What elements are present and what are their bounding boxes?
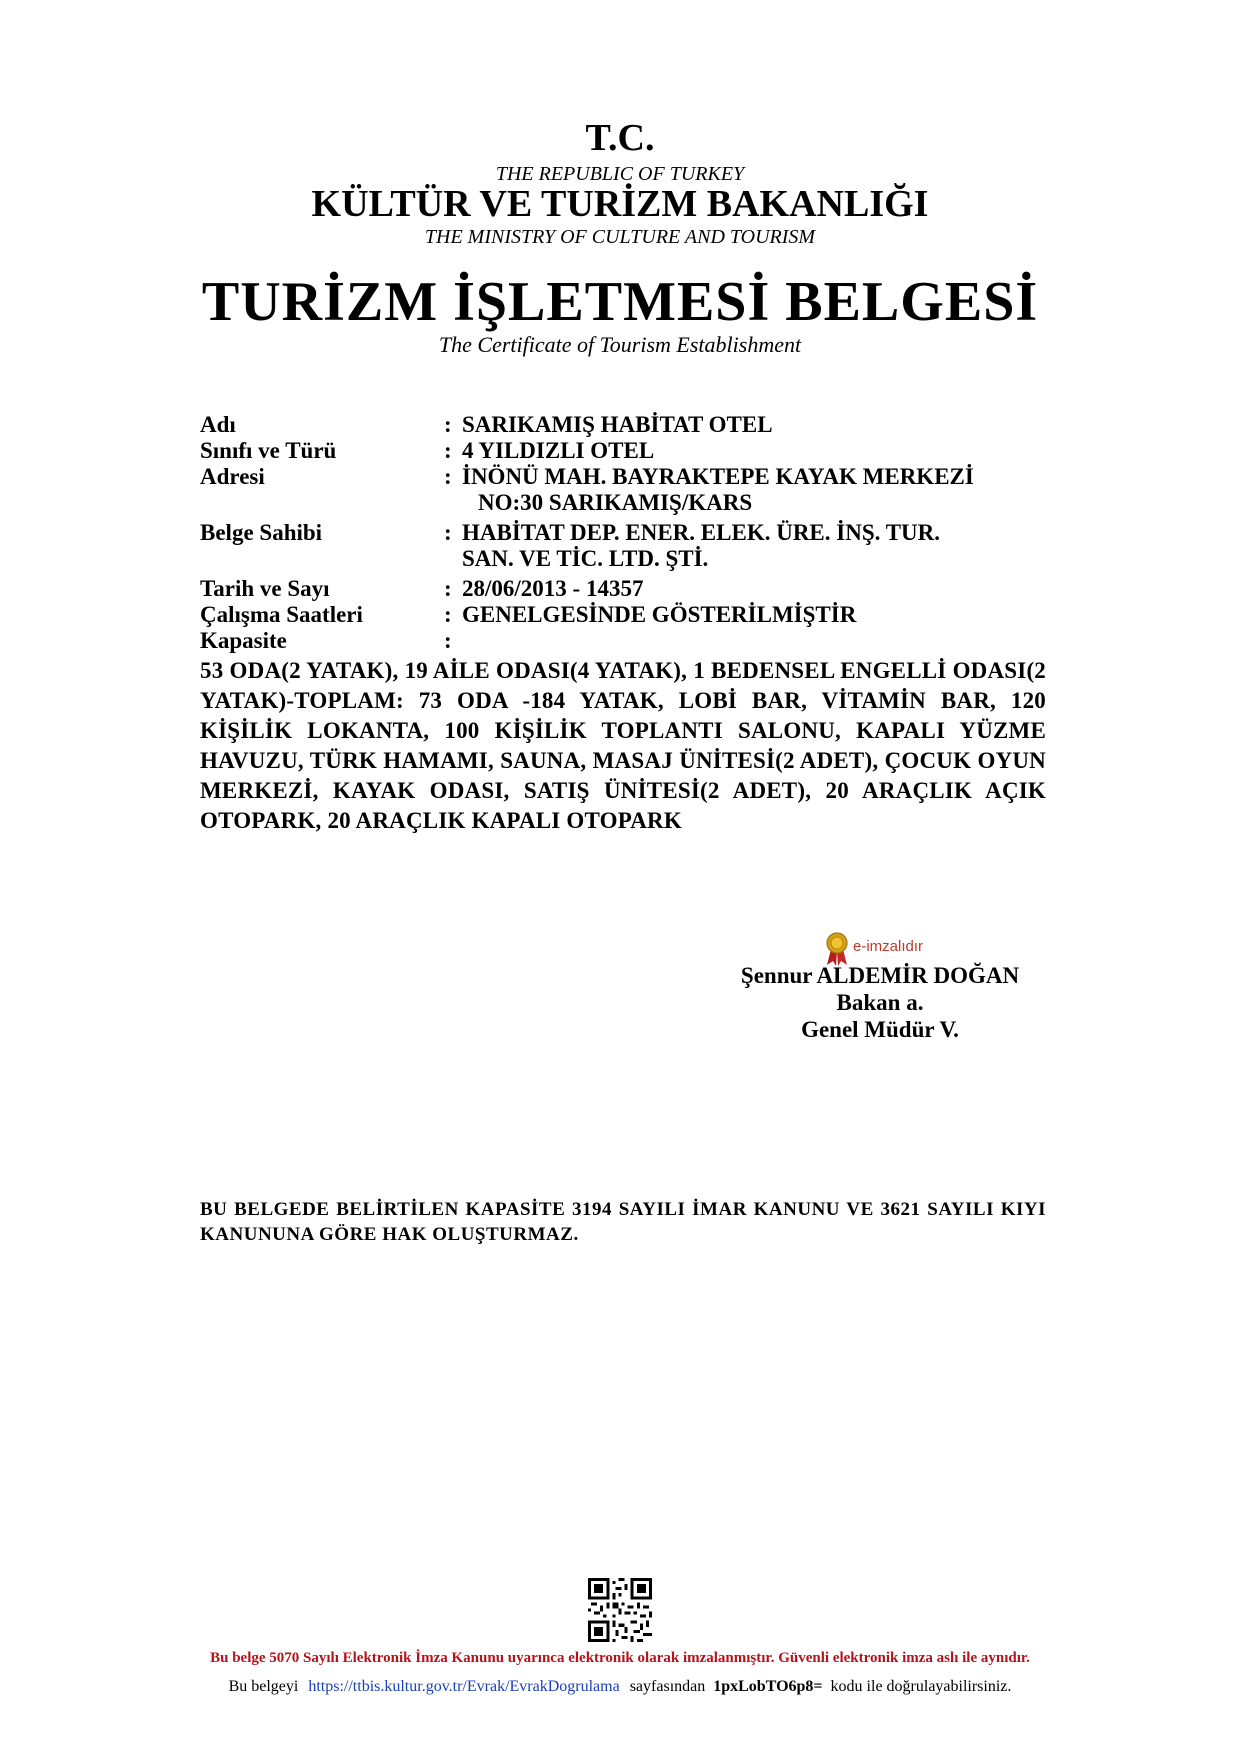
signer-role-2: Genel Müdür V.: [801, 1017, 959, 1042]
header-tc: T.C.: [585, 117, 655, 159]
field-colon: :: [444, 628, 452, 653]
field-colon: :: [444, 464, 452, 489]
header-ministry-en: THE MINISTRY OF CULTURE AND TOURISM: [424, 226, 816, 248]
field-class: [200, 438, 1060, 464]
address-line-1: İNÖNÜ MAH. BAYRAKTEPE KAYAK MERKEZİ: [462, 464, 974, 489]
capacity-text: 53 ODA(2 YATAK), 19 AİLE ODASI(4 YATAK), 1 BEDENSEL ENGELLİ ODASI(2 YATAK)-TOPLAM: 73 ODA -184 YATAK, LOBİ BAR, VİTAMİN BAR, 120 KİŞİLİK LOKANTA, 100 KİŞİLİK TOPLANTI SALONU, KAPALI YÜZME HAVUZU, TÜRK HAMAMI, SAUNA, MASAJ ÜNİTESİ(2 ADET), ÇOCUK OYUN MERKEZİ, KAYAK ODASI, SATIŞ ÜNİTESİ(2 ADET), 20 ARAÇLIK AÇIK OTOPARK, 20 ARAÇLIK KAPALI OTOPARK: [200, 658, 1046, 833]
field-value: SARIKAMIŞ HABİTAT OTEL: [462, 412, 773, 437]
field-label: Çalışma Saatleri: [200, 602, 363, 627]
address-line-2: NO:30 SARIKAMIŞ/KARS: [478, 490, 753, 515]
verify-link[interactable]: https://ttbis.kultur.gov.tr/Evrak/EvrakDogrulama: [308, 1678, 620, 1695]
certificate-title: TURİZM İŞLETMESİ BELGESİ: [201, 271, 1039, 333]
header-ministry: KÜLTÜR VE TURİZM BAKANLIĞI: [311, 183, 929, 225]
field-value: GENELGESİNDE GÖSTERİLMİŞTİR: [462, 602, 857, 627]
field-address: [200, 464, 1060, 516]
field-value: [462, 520, 1060, 572]
field-colon: :: [444, 412, 452, 437]
legal-notice: Bu belge 5070 Sayılı Elektronik İmza Kanunu uyarınca elektronik olarak imzalanmıştır. Güvenli elektronik imza aslı ile aynıdır.: [210, 1650, 1030, 1666]
field-label: Belge Sahibi: [200, 520, 323, 545]
field-colon: :: [444, 438, 452, 463]
signature-block: [720, 962, 1040, 1043]
field-hours: [200, 602, 1060, 628]
field-colon: :: [444, 576, 452, 601]
field-value: 28/06/2013 - 14357: [462, 576, 644, 601]
capacity-notice: BU BELGEDE BELİRTİLEN KAPASİTE 3194 SAYILI İMAR KANUNU VE 3621 SAYILI KIYI KANUNUNA GÖRE HAK OLUŞTURMAZ.: [200, 1199, 1046, 1245]
field-capacity: [200, 628, 1060, 654]
field-value: [462, 464, 1060, 516]
verify-middle: sayfasından: [629, 1678, 706, 1695]
field-label: Adresi: [200, 464, 265, 489]
certificate-title-en: The Certificate of Tourism Establishment: [438, 332, 802, 357]
field-owner: [200, 520, 1060, 572]
field-value: 4 YILDIZLI OTEL: [462, 438, 655, 463]
field-label: Kapasite: [200, 628, 287, 653]
field-label: Adı: [200, 412, 236, 437]
certificate-fields: [200, 412, 1060, 654]
field-date: [200, 576, 1060, 602]
verification-line: [0, 1678, 1240, 1696]
owner-line-1: HABİTAT DEP. ENER. ELEK. ÜRE. İNŞ. TUR.: [462, 520, 941, 545]
field-label: Tarih ve Sayı: [200, 576, 330, 601]
field-value: [462, 628, 1060, 654]
verify-code: 1pxLobTO6p8=: [713, 1678, 823, 1695]
verify-prefix: Bu belgeyi: [228, 1678, 299, 1695]
field-name: [200, 412, 1060, 438]
owner-line-2: SAN. VE TİC. LTD. ŞTİ.: [462, 546, 709, 571]
field-colon: :: [444, 520, 452, 545]
signer-name: Şennur ALDEMİR DOĞAN: [740, 963, 1020, 988]
field-colon: :: [444, 602, 452, 627]
field-label: Sınıfı ve Türü: [200, 438, 337, 463]
signer-role-1: Bakan a.: [836, 990, 924, 1015]
qr-code-icon: [588, 1578, 652, 1642]
esign-label: e-imzalıdır: [853, 938, 924, 955]
verify-suffix: kodu ile doğrulayabilirsiniz.: [830, 1678, 1012, 1695]
header-republic-en: THE REPUBLIC OF TURKEY: [495, 163, 745, 185]
